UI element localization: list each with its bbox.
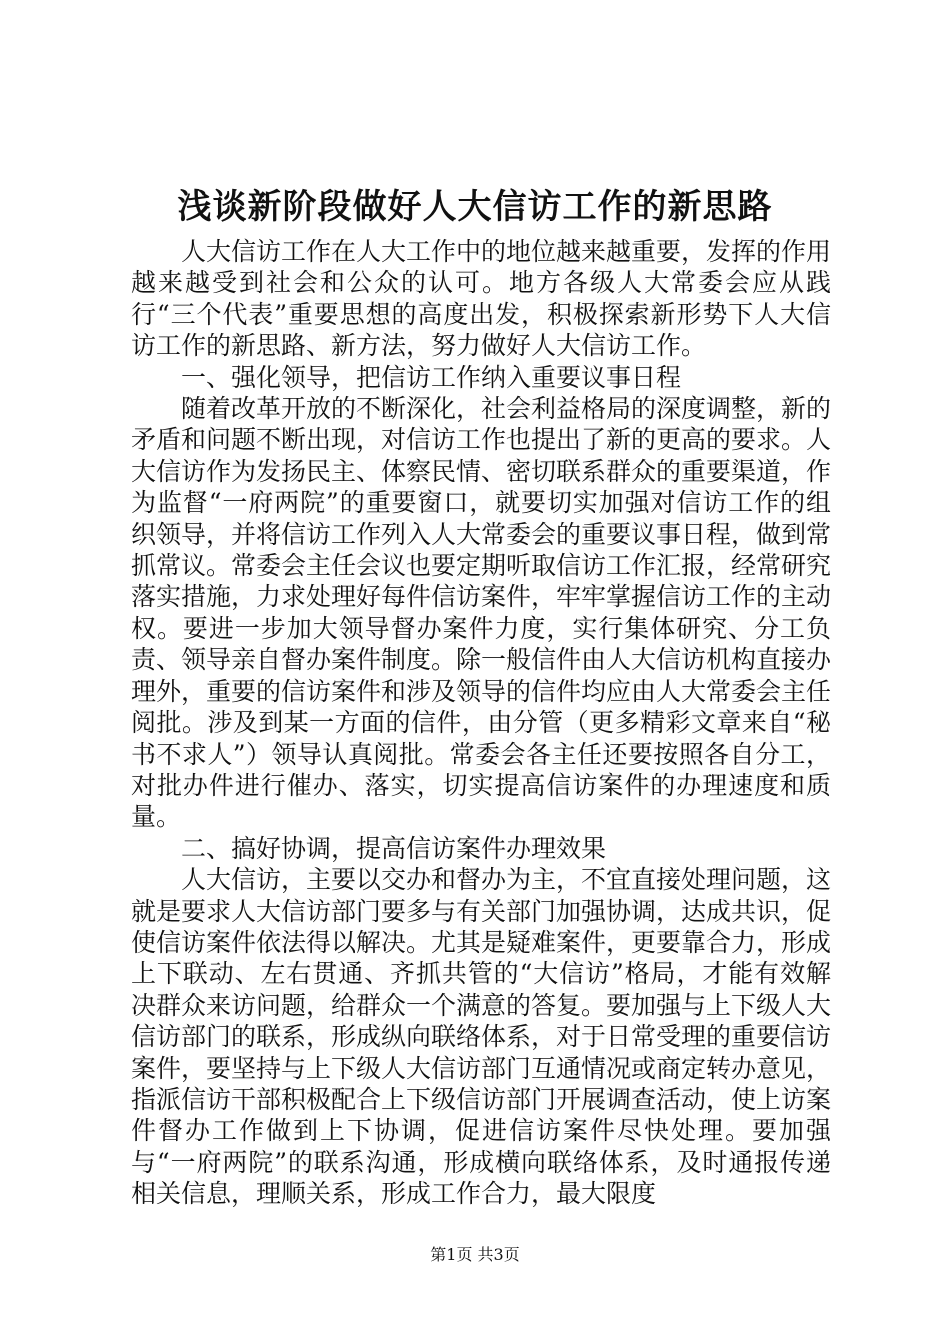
- page-title: 浅谈新阶段做好人大信访工作的新思路: [177, 187, 773, 227]
- page-number-footer: 第1页 共3页: [430, 1245, 520, 1264]
- section-2-paragraph: 人大信访，主要以交办和督办为主，不宜直接处理问题，这就是要求人大信访部门要多与有关部门加强协调，达成共识，促使信访案件依法得以解决。尤其是疑难案件，更要靠合力，形成上下联动、左右贯通、齐抓共管的“大信访”格局，才能有效解决群众来访问题，给群众一个满意的答复。要加强与上下级人大信访部门的联系，形成纵向联络体系，对于日常受理的重要信访案件，要坚持与上下级人大信访部门互通情况或商定转办意见，指派信访干部积极配合上下级信访部门开展调查活动，使上访案件督办工作做到上下协调，促进信访案件尽快处理。要加强与“一府两院”的联系沟通，形成横向联络体系，及时通报传递相关信息，理顺关系，形成工作合力，最大限度: [131, 865, 832, 1209]
- article-body: [131, 236, 831, 1210]
- section-1-paragraph: 随着改革开放的不断深化，社会利益格局的深度调整，新的矛盾和问题不断出现，对信访工作也提出了新的更高的要求。人大信访作为发扬民主、体察民情、密切联系群众的重要渠道，作为监督“一府两院”的重要窗口，就要切实加强对信访工作的组织领导，并将信访工作列入人大常委会的重要议事日程，做到常抓常议。常委会主任会议也要定期听取信访工作汇报，经常研究落实措施，力求处理好每件信访案件，牢牢掌握信访工作的主动权。要进一步加大领导督办案件力度，实行集体研究、分工负责、领导亲自督办案件制度。除一般信件由人大信访机构直接办理外，重要的信访案件和涉及领导的信件均应由人大常委会主任阅批。涉及到某一方面的信件，由分管（更多精彩文章来自“秘书不求人”）领导认真阅批。常委会各主任还要按照各自分工，对批办件进行催办、落实，切实提高信访案件的办理速度和质量。: [131, 394, 832, 832]
- intro-paragraph: 人大信访工作在人大工作中的地位越来越重要，发挥的作用越来越受到社会和公众的认可。地方各级人大常委会应从践行“三个代表”重要思想的高度出发，积极探索新形势下人大信访工作的新思路、新方法，努力做好人大信访工作。: [131, 237, 832, 361]
- section-heading-2: 二、搞好协调，提高信访案件办理效果: [181, 833, 607, 863]
- section-heading-1: 一、强化领导，把信访工作纳入重要议事日程: [181, 362, 682, 392]
